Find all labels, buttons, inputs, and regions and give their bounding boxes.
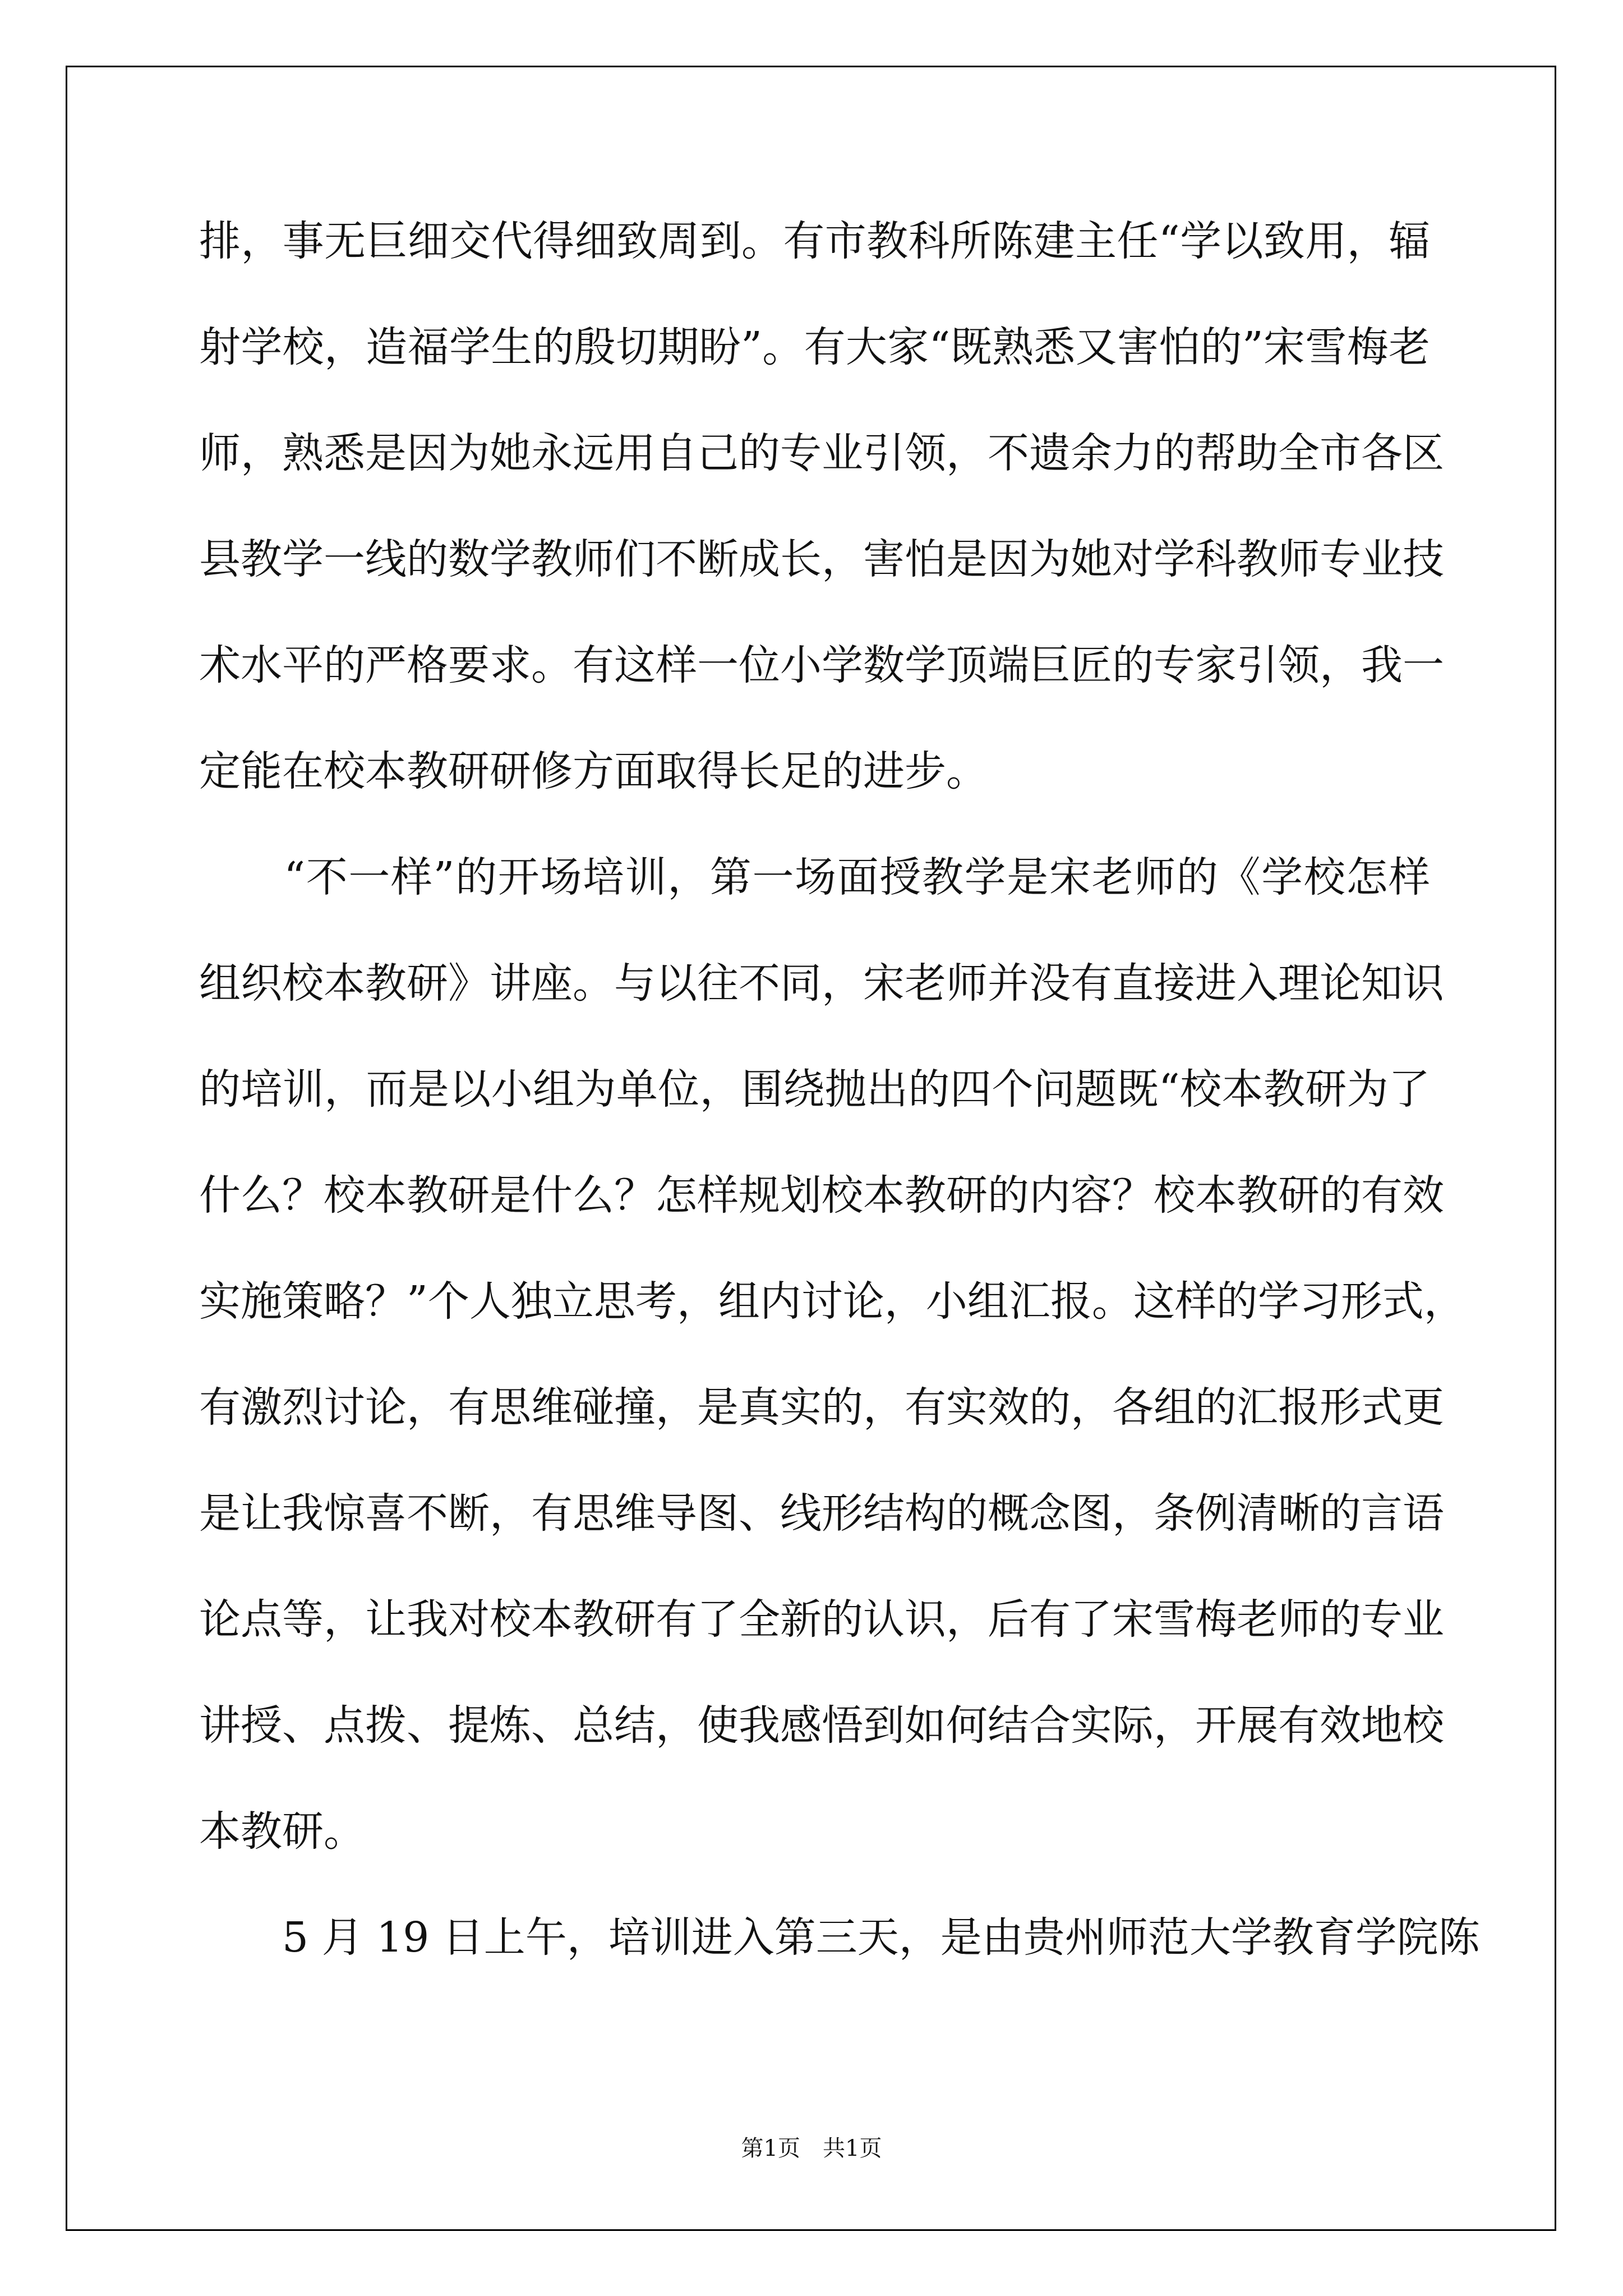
text-line: 射学校，造福学生的殷切期盼”。有大家“既熟悉又害怕的”宋雪梅老 [199,323,1430,371]
text-line: 县教学一线的数学教师们不断成长，害怕是因为她对学科教师专业技 [199,535,1444,583]
text-line: 什么？校本教研是什么？怎样规划校本教研的内容？校本教研的有效 [199,1171,1444,1220]
text-line: “不一样”的开场培训，第一场面授教学是宋老师的《学校怎样 [199,853,1430,901]
text-line: 的培训，而是以小组为单位，围绕抛出的四个问题既“校本教研为了 [199,1065,1430,1114]
text-line: 实施策略？”个人独立思考，组内讨论，小组汇报。这样的学习形式， [199,1277,1465,1326]
text-line: 是让我惊喜不断，有思维导图、线形结构的概念图，条例清晰的言语 [199,1489,1444,1538]
text-line: 组织校本教研》讲座。与以往不同，宋老师并没有直接进入理论知识 [199,959,1444,1007]
text-line: 术水平的严格要求。有这样一位小学数学顶端巨匠的专家引领，我一 [199,641,1444,689]
text-line: 师，熟悉是因为她永远用自己的专业引领，不遗余力的帮助全市各区 [199,429,1444,477]
page-footer: 第1页 共1页 [741,2136,882,2161]
text-line: 本教研。 [199,1807,365,1856]
text-line: 定能在校本教研研修方面取得长足的进步。 [199,747,988,795]
text-line: 讲授、点拨、提炼、总结，使我感悟到如何结合实际，开展有效地校 [199,1701,1444,1750]
text-line: 排，事无巨细交代得细致周到。有市教科所陈建主任“学以致用，辐 [199,217,1430,265]
text-line: 论点等，让我对校本教研有了全新的认识，后有了宋雪梅老师的专业 [199,1595,1444,1644]
document-body [199,208,1480,2010]
text-line: 有激烈讨论，有思维碰撞，是真实的，有实效的，各组的汇报形式更 [199,1383,1444,1432]
text-line: 5 月 19 日上午，培训进入第三天，是由贵州师范大学教育学院陈 [199,1913,1480,1962]
